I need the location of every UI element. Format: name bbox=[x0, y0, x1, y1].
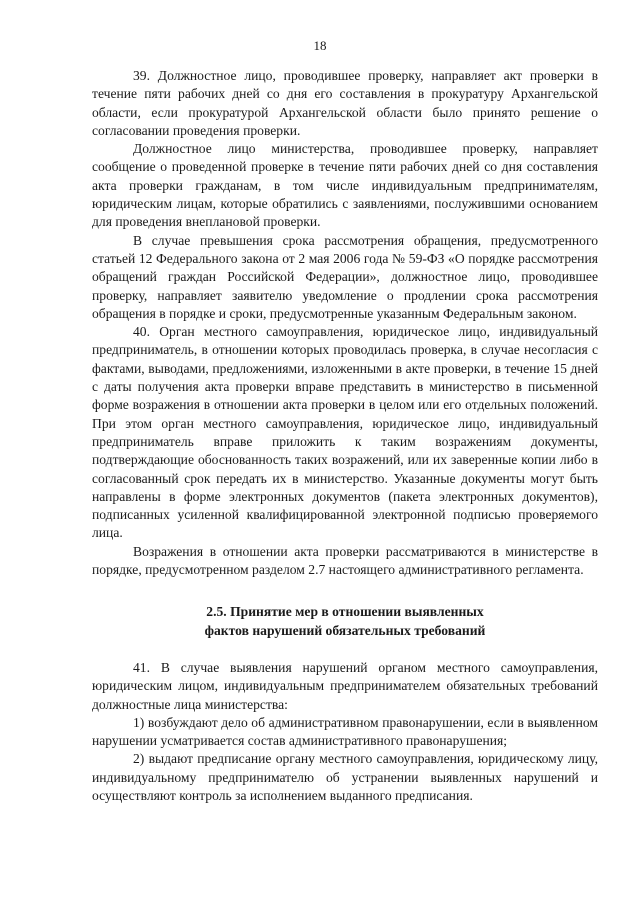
paragraph-39: 39. Должностное лицо, проводившее проверку, направляет акт проверки в течение пяти рабочих дней со дня его составления в прокуратуру Архангельской области, если прокуратурой Архангельской области было принято решение о согласовании проведения проверки. bbox=[92, 68, 598, 138]
paragraph-term-extension: В случае превышения срока рассмотрения обращения, предусмотренного статьей 12 Федерального закона от 2 мая 2006 года № 59-ФЗ «О порядке рассмотрения обращений граждан Российской Федерации», должностное лицо, проводившее проверку, направляет заявителю уведомление о продлении срока рассмотрения обращения в порядке и сроки, предусмотренные указанным Федеральным законом. bbox=[92, 232, 598, 321]
paragraph-notification: Должностное лицо министерства, проводившее проверку, направляет сообщение о проведенной проверке в течение пяти рабочих дней со дня составления акта проверки гражданам, в том числе индивидуальным предпринимателям, юридическим лицам, которые обратились с заявлениями, послужившими основанием для проведения внеплановой проверки. bbox=[92, 141, 598, 230]
document-body bbox=[92, 67, 598, 805]
paragraph-41: 41. В случае выявления нарушений органом местного самоуправления, юридическим лицом, индивидуальным предпринимателем обязательных требований должностные лица министерства: bbox=[92, 659, 598, 712]
list-item-2: 2) выдают предписание органу местного самоуправления, юридическому лицу, индивидуальному предпринимателю об устранении выявленных нарушений и осуществляют контроль за исполнением выданного предписания. bbox=[92, 751, 598, 803]
section-heading bbox=[92, 603, 598, 640]
paragraph-40: 40. Орган местного самоуправления, юридическое лицо, индивидуальный предприниматель, в отношении которых проводилась проверка, в случае несогласия с фактами, выводами, предложениями, изложенными в акте проверки, в течение 15 дней с даты получения акта проверки вправе представить в министерство в письменной форме возражения в отношении акта проверки в целом или его отдельных положений. При этом орган местного самоуправления, юридическое лицо, индивидуальный предприниматель вправе приложить к таким возражениям документы, подтверждающие обоснованность таких возражений, или их заверенные копии либо в согласованный срок передать их в министерство. Указанные документы могут быть направлены в форме электронных документов (пакета электронных документов), подписанных усиленной квалифицированной электронной подписью проверяемого лица. bbox=[92, 324, 598, 541]
section-heading-line-1: 2.5. Принятие мер в отношении выявленных bbox=[206, 604, 484, 620]
section-heading-line-2: фактов нарушений обязательных требований bbox=[204, 622, 486, 638]
paragraph-objections: Возражения в отношении акта проверки рассматриваются в министерстве в порядке, предусмотренном разделом 2.7 настоящего административного регламента. bbox=[92, 543, 598, 578]
page-number: 18 bbox=[313, 38, 327, 53]
list-item-1: 1) возбуждают дело об административном правонарушении, если в выявленном нарушении усматривается состав административного правонарушения; bbox=[92, 714, 598, 749]
